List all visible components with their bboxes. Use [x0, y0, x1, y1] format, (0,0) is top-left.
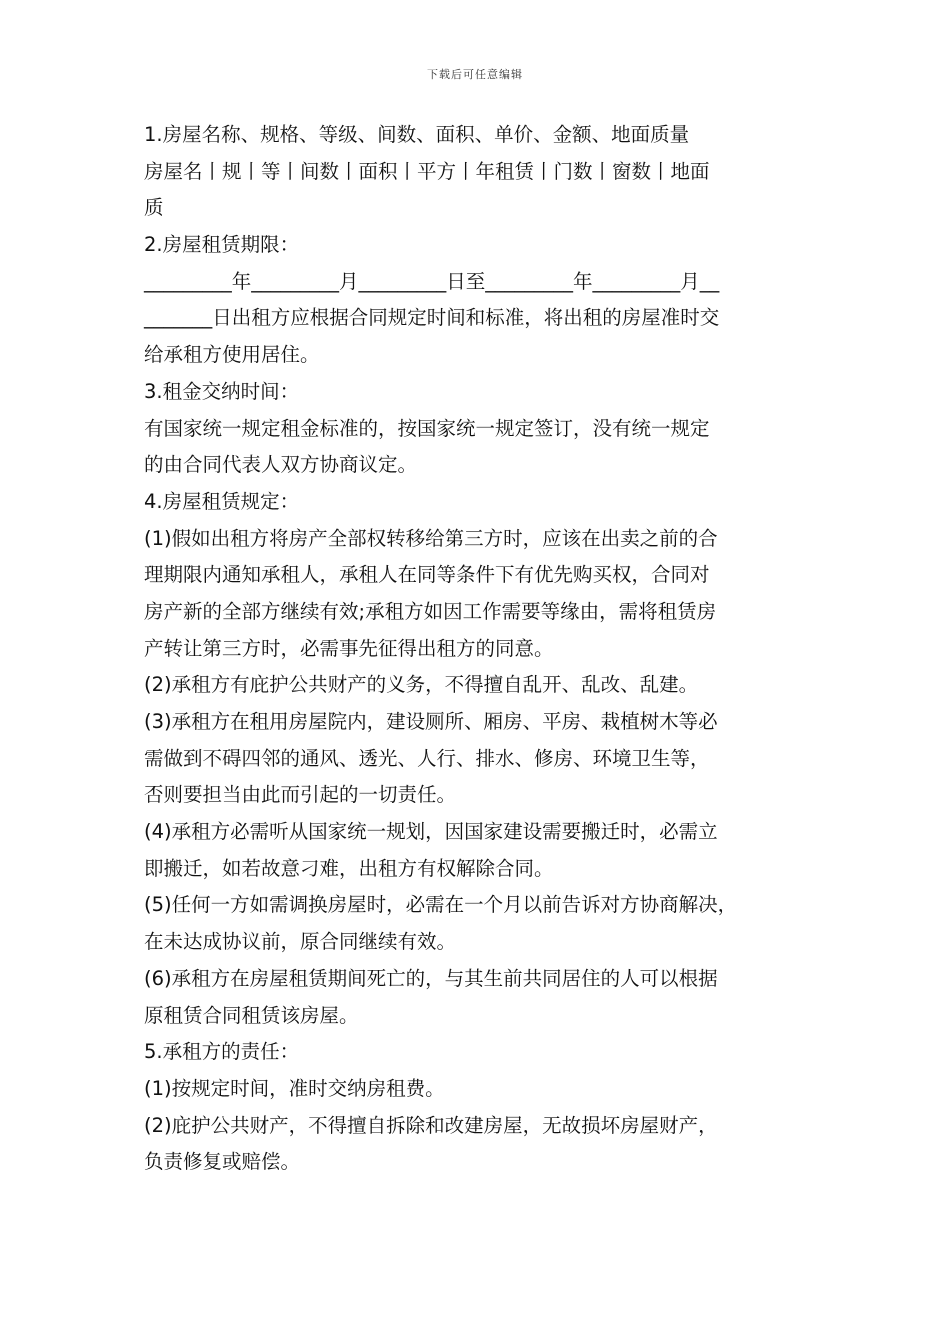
rule-3-line-2: 需做到不碍四邻的通风、透光、人行、排水、修房、环境卫生等，: [144, 746, 710, 770]
lease-term-dates: _________年_________月_________日至_________年_________月__: [144, 269, 720, 293]
rule-5-line-2: 在未达成协议前，原合同继续有效。: [144, 930, 457, 954]
rule-3-line-1: (3)承租方在租用房屋院内，建设厕所、厢房、平房、栽植树木等必: [144, 710, 718, 733]
rule-6-line-1: (6)承租方在房屋租赁期间死亡的，与其生前共同居住的人可以根据: [144, 966, 718, 990]
rule-4-line-1: (4)承租方必需听从国家统一规划，因国家建设需要搬迁时，必需立: [144, 820, 718, 844]
duty-2-line-2: 负责修复或赔偿。: [144, 1150, 301, 1174]
document-body: [144, 117, 814, 1181]
rule-1-line-1: (1)假如出租方将房产全部权转移给第三方时，应该在出卖之前的合: [144, 526, 718, 550]
rule-1-line-3: 房产新的全部方继续有效;承租方如因工作需要等缘由，需将租赁房: [144, 599, 717, 623]
rent-payment-text: 有国家统一规定租金标准的，按国家统一规定签订，没有统一规定: [144, 416, 710, 440]
room-details-columns: 房屋名丨规丨等丨间数丨面积丨平方丨年租赁丨门数丨窗数丨地面: [144, 159, 710, 183]
rule-4-line-2: 即搬迁，如若故意刁难，出租方有权解除合同。: [144, 856, 554, 880]
heading-lessee-duties: 5.承租方的责任：: [144, 1040, 300, 1064]
rule-6-line-2: 原租赁合同租赁该房屋。: [144, 1003, 359, 1027]
rule-2: (2)承租方有庇护公共财产的义务，不得擅自乱开、乱改、乱建。: [144, 673, 699, 697]
rent-payment-text-cont: 的由合同代表人双方协商议定。: [144, 453, 418, 477]
lease-term-text: _______日出租方应根据合同规定时间和标准，将出租的房屋准时交: [144, 306, 720, 330]
rule-1-line-4: 产转让第三方时，必需事先征得出租方的同意。: [144, 636, 554, 660]
heading-rent-payment: 3.租金交纳时间：: [144, 379, 300, 403]
rule-3-line-3: 否则要担当由此而引起的一切责任。: [144, 783, 457, 807]
duty-2-line-1: (2)庇护公共财产，不得擅自拆除和改建房屋，无故损坏房屋财产，: [144, 1113, 718, 1137]
heading-lease-rules: 4.房屋租赁规定：: [144, 489, 300, 513]
room-details-columns-cont: 质: [144, 196, 164, 220]
rule-1-line-2: 理期限内通知承租人，承租人在同等条件下有优先购买权，合同对: [144, 563, 710, 587]
duty-1: (1)按规定时间，准时交纳房租费。: [144, 1076, 445, 1100]
heading-room-details: 1.房屋名称、规格、等级、间数、面积、单价、金额、地面质量: [144, 123, 690, 146]
lease-term-text-cont: 给承租方使用居住。: [144, 343, 320, 367]
heading-lease-term: 2.房屋租赁期限：: [144, 233, 300, 257]
rule-5-line-1: (5)任何一方如需调换房屋时，必需在一个月以前告诉对方协商解决，: [144, 893, 738, 917]
header-note: 下载后可任意编辑: [427, 68, 523, 81]
